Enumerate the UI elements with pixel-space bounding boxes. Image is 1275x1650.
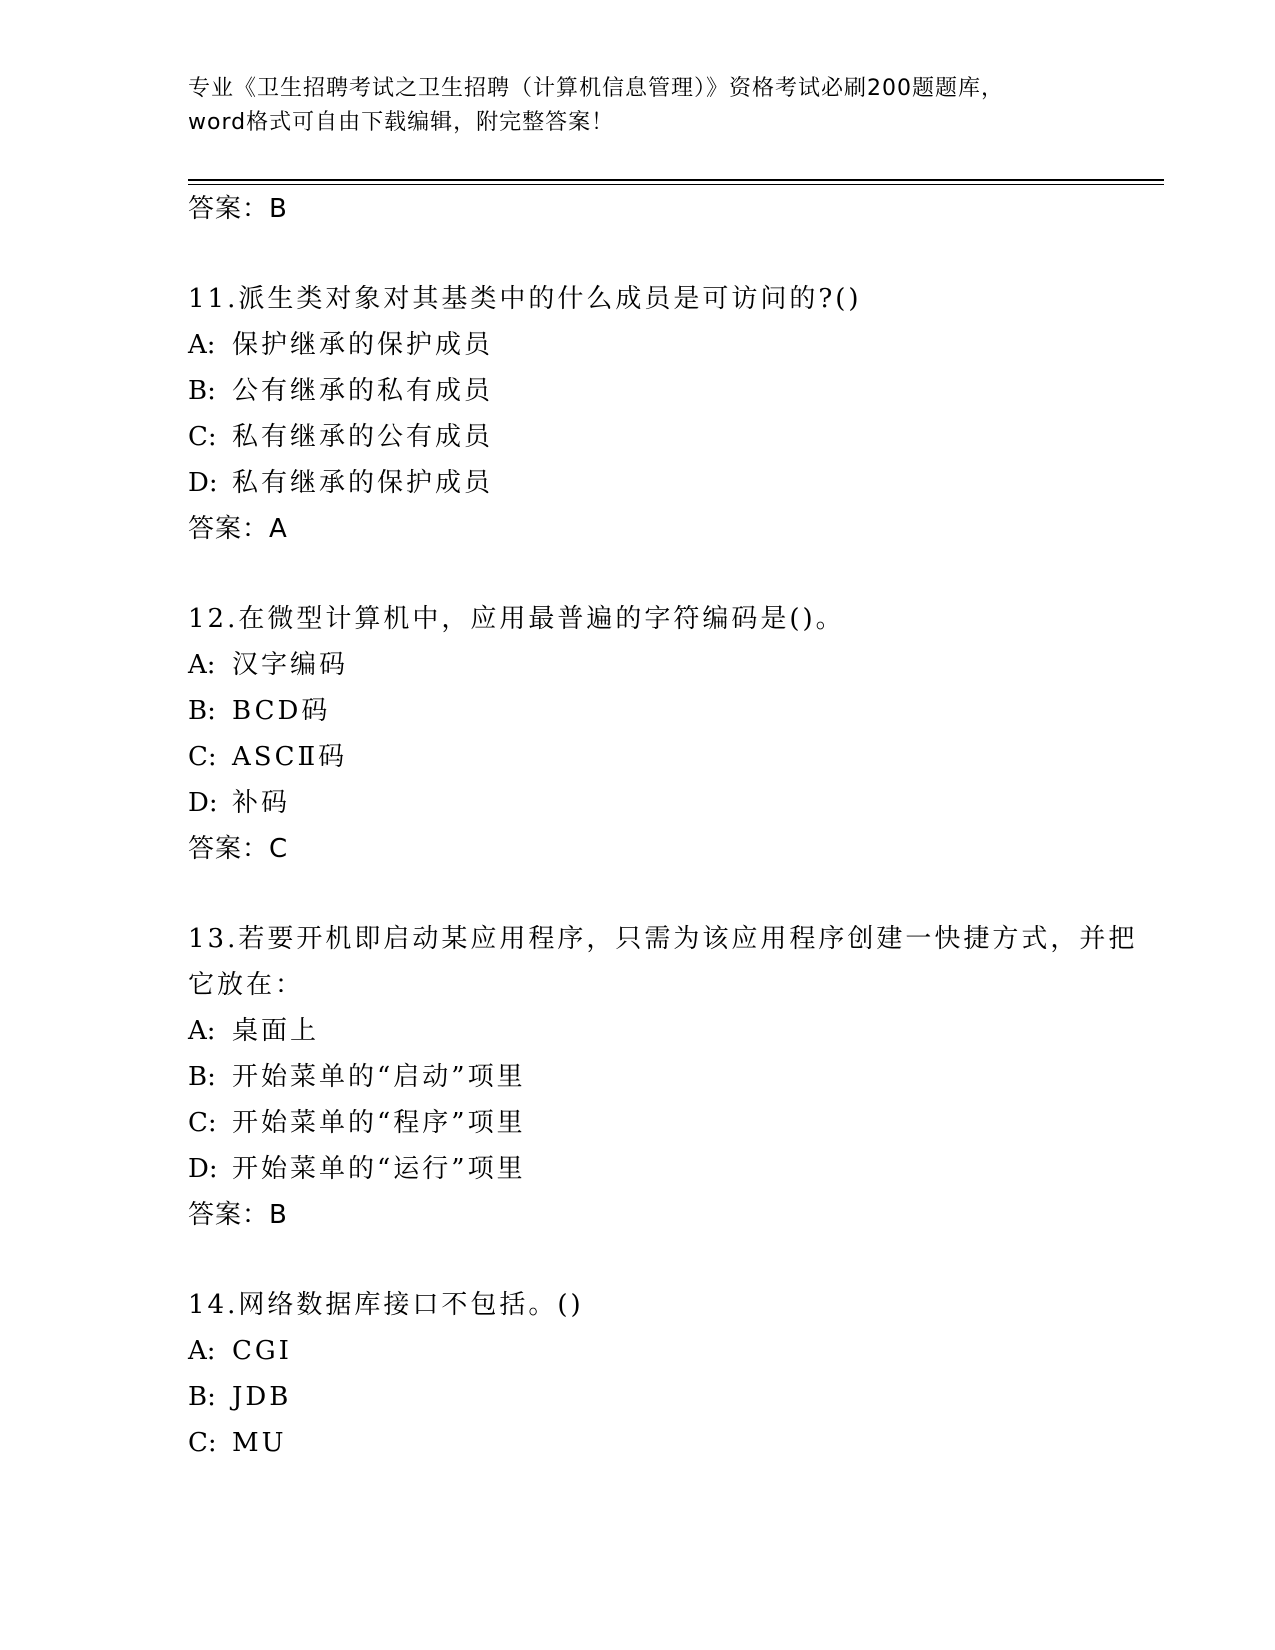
option-text: 保护继承的保护成员 [232, 330, 494, 360]
answer-line: 答案：B [188, 1200, 288, 1230]
option-key: B: [188, 376, 216, 406]
header-line-2: word格式可自由下载编辑，附完整答案！ [188, 110, 615, 135]
question-block [188, 596, 1164, 872]
option-key: C: [188, 1108, 217, 1138]
option-key: C: [188, 1428, 217, 1458]
option-d [188, 780, 1164, 826]
question-block [188, 276, 1164, 552]
option-c [188, 734, 1164, 780]
question-text: 12.在微型计算机中，应用最普遍的字符编码是()。 [188, 604, 845, 634]
option-key: D: [188, 788, 218, 818]
option-key: A: [188, 650, 216, 680]
answer-line: 答案：B [188, 194, 288, 224]
header-rule-thick [188, 179, 1164, 181]
option-text: JDB [232, 1382, 292, 1412]
option-a [188, 1008, 1164, 1054]
option-a [188, 1328, 1164, 1374]
option-text: 公有继承的私有成员 [232, 376, 494, 406]
spacer [188, 872, 1164, 916]
option-c [188, 1100, 1164, 1146]
option-text: 补码 [232, 788, 291, 818]
option-key: B: [188, 696, 216, 726]
option-key: A: [188, 330, 216, 360]
option-text: 开始菜单的“运行”项里 [232, 1154, 526, 1184]
option-text: 私有继承的公有成员 [232, 422, 494, 452]
spacer [188, 1238, 1164, 1282]
question-text: 14.网络数据库接口不包括。() [188, 1290, 584, 1320]
option-a [188, 642, 1164, 688]
option-text: 私有继承的保护成员 [232, 468, 494, 498]
option-key: A: [188, 1336, 216, 1366]
question-block [188, 916, 1164, 1238]
answer-line: 答案：C [188, 834, 289, 864]
question-text: 13.若要开机即启动某应用程序，只需为该应用程序创建一快捷方式，并把它放在： [188, 924, 1138, 1000]
document-header [188, 72, 1088, 140]
option-b [188, 368, 1164, 414]
option-key: B: [188, 1382, 216, 1412]
option-text: 开始菜单的“启动”项里 [232, 1062, 526, 1092]
header-rule-thin [188, 184, 1164, 185]
option-text: 开始菜单的“程序”项里 [232, 1108, 526, 1138]
option-key: A: [188, 1016, 216, 1046]
header-line-1: 专业《卫生招聘考试之卫生招聘（计算机信息管理）》资格考试必刷200题题库， [188, 76, 1004, 101]
option-d [188, 460, 1164, 506]
spacer [188, 552, 1164, 596]
option-b [188, 1374, 1164, 1420]
question-block [188, 1282, 1164, 1466]
option-key: B: [188, 1062, 216, 1092]
option-key: D: [188, 468, 218, 498]
option-c [188, 1420, 1164, 1466]
option-text: BCD码 [232, 696, 331, 726]
option-text: CGI [232, 1336, 292, 1366]
question-list [188, 186, 1164, 1466]
option-key: D: [188, 1154, 218, 1184]
spacer [188, 232, 1164, 276]
option-b [188, 688, 1164, 734]
answer-line: 答案：A [188, 514, 288, 544]
option-d [188, 1146, 1164, 1192]
option-c [188, 414, 1164, 460]
option-text: 汉字编码 [232, 650, 349, 680]
option-key: C: [188, 422, 217, 452]
option-a [188, 322, 1164, 368]
option-b [188, 1054, 1164, 1100]
option-text: MU [232, 1428, 287, 1458]
option-text: 桌面上 [232, 1016, 320, 1046]
question-text: 11.派生类对象对其基类中的什么成员是可访问的?() [188, 284, 862, 314]
option-text: ASCⅡ码 [232, 742, 348, 772]
option-key: C: [188, 742, 217, 772]
